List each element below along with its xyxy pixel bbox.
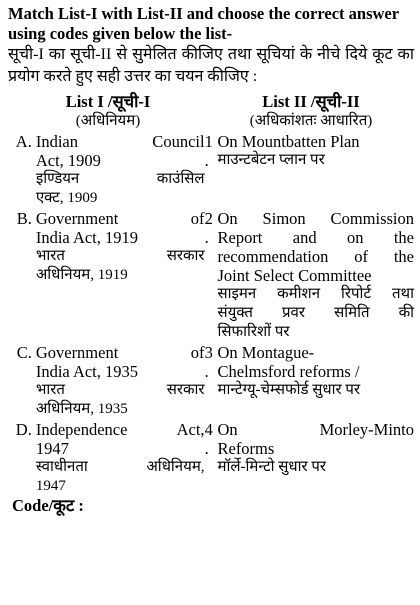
list-i-subtitle: (अधिनियम) — [75, 113, 141, 129]
code-label: Code/कूट : — [12, 496, 84, 515]
list-i-title: List I /सूची-I — [65, 92, 151, 111]
row-letter: C. — [16, 343, 32, 362]
list-ii-item — [214, 420, 414, 496]
list-i-item — [36, 132, 205, 208]
list-i-item-line: 1947 — [35, 439, 69, 458]
list-ii-number — [205, 209, 215, 342]
list-headers — [8, 92, 414, 131]
list-ii-item-line: On Montague- — [217, 343, 315, 362]
list-i-item-hindi-line: अधिनियम, 1919 — [35, 267, 128, 283]
row-letter: D. — [15, 420, 32, 439]
list-ii-item-hindi-line: माउन्टबेटन प्लान पर — [217, 152, 325, 168]
list-i-item — [36, 420, 205, 496]
list-ii-number — [205, 420, 215, 496]
list-ii-item-line: On Morley-Minto — [217, 420, 414, 439]
list-ii-number — [205, 343, 215, 419]
list-ii-item-line: Reforms — [217, 439, 275, 458]
list-ii-number — [205, 132, 215, 208]
list-ii-item-line: Joint Select Committee — [217, 266, 372, 285]
list-ii-item — [214, 132, 414, 208]
list-i-item-hindi-line: अधिनियम, 1935 — [35, 401, 128, 417]
match-row-b — [8, 209, 414, 342]
list-i-item — [36, 343, 205, 419]
list-i-item-line: Indian Council — [35, 132, 205, 151]
list-i-item-line: India Act, 1935 — [35, 362, 139, 381]
item-number: 1 — [204, 132, 213, 151]
match-row-a — [8, 132, 414, 208]
list-ii-item-line: recommendation of the — [217, 247, 414, 266]
list-ii-item-hindi-line: संयुक्त प्रवर समिति की — [217, 305, 414, 321]
list-i-item-line: Independence Act, — [35, 420, 205, 439]
item-number-dot: . — [204, 362, 209, 381]
question-text-english: Match List-I with List-II and choose the correct answer using codes given below the list- — [8, 4, 399, 43]
list-i-item-hindi-line: भारत सरकार — [35, 382, 205, 398]
match-row-d — [8, 420, 414, 496]
list-i-item-hindi-line: एक्ट, 1909 — [35, 190, 98, 206]
question-text-hindi: सूची-I का सूची-II से सुमेलित कीजिए तथा सूचियां के नीचे दिये कूट का प्रयोग करते हुए सही उत्तर का चयन कीजिए : — [8, 46, 414, 85]
list-ii-item-line: On Simon Commission — [217, 209, 414, 228]
list-i-item-hindi-line: स्वाधीनता अधिनियम, — [35, 459, 205, 475]
match-row-c — [8, 343, 414, 419]
list-i-item-line: Government of — [35, 343, 205, 362]
list-ii-item-line: Chelmsford reforms / — [217, 362, 360, 381]
list-i-item — [36, 209, 205, 342]
list-ii-item-line: On Mountbatten Plan — [217, 132, 360, 151]
item-number-dot: . — [204, 439, 209, 458]
list-i-item-line: Act, 1909 — [35, 151, 101, 170]
item-number: 2 — [204, 209, 213, 228]
item-number: 3 — [204, 343, 213, 362]
list-ii-item — [214, 343, 414, 419]
list-i-item-hindi-line: 1947 — [35, 478, 66, 494]
list-i-header — [8, 92, 208, 131]
list-ii-item-hindi-line: सिफारिशों पर — [217, 324, 290, 340]
list-ii-item-hindi-line: मान्टेग्यू-चेम्सफोर्ड सुधार पर — [217, 382, 361, 398]
list-i-item-line: Government of — [35, 209, 205, 228]
list-ii-item-line: Report and on the — [217, 228, 414, 247]
row-letter: B. — [16, 209, 32, 228]
item-number: 4 — [204, 420, 213, 439]
row-letter: A. — [15, 132, 32, 151]
list-ii-item — [214, 209, 414, 342]
list-ii-item-hindi-line: मॉर्ले-मिन्टो सुधार पर — [217, 459, 327, 475]
list-i-item-hindi-line: इण्डियन काउंसिल — [35, 171, 205, 187]
list-ii-title: List II /सूची-II — [262, 92, 360, 111]
list-ii-item-hindi-line: साइमन कमीशन रिपोर्ट तथा — [217, 286, 414, 302]
list-ii-header — [208, 92, 414, 131]
item-number-dot: . — [204, 151, 209, 170]
list-ii-subtitle: (अधिकांशतः आधारित) — [249, 113, 373, 129]
list-i-item-line: India Act, 1919 — [35, 228, 139, 247]
item-number-dot: . — [204, 228, 209, 247]
list-i-item-hindi-line: भारत सरकार — [35, 248, 205, 264]
